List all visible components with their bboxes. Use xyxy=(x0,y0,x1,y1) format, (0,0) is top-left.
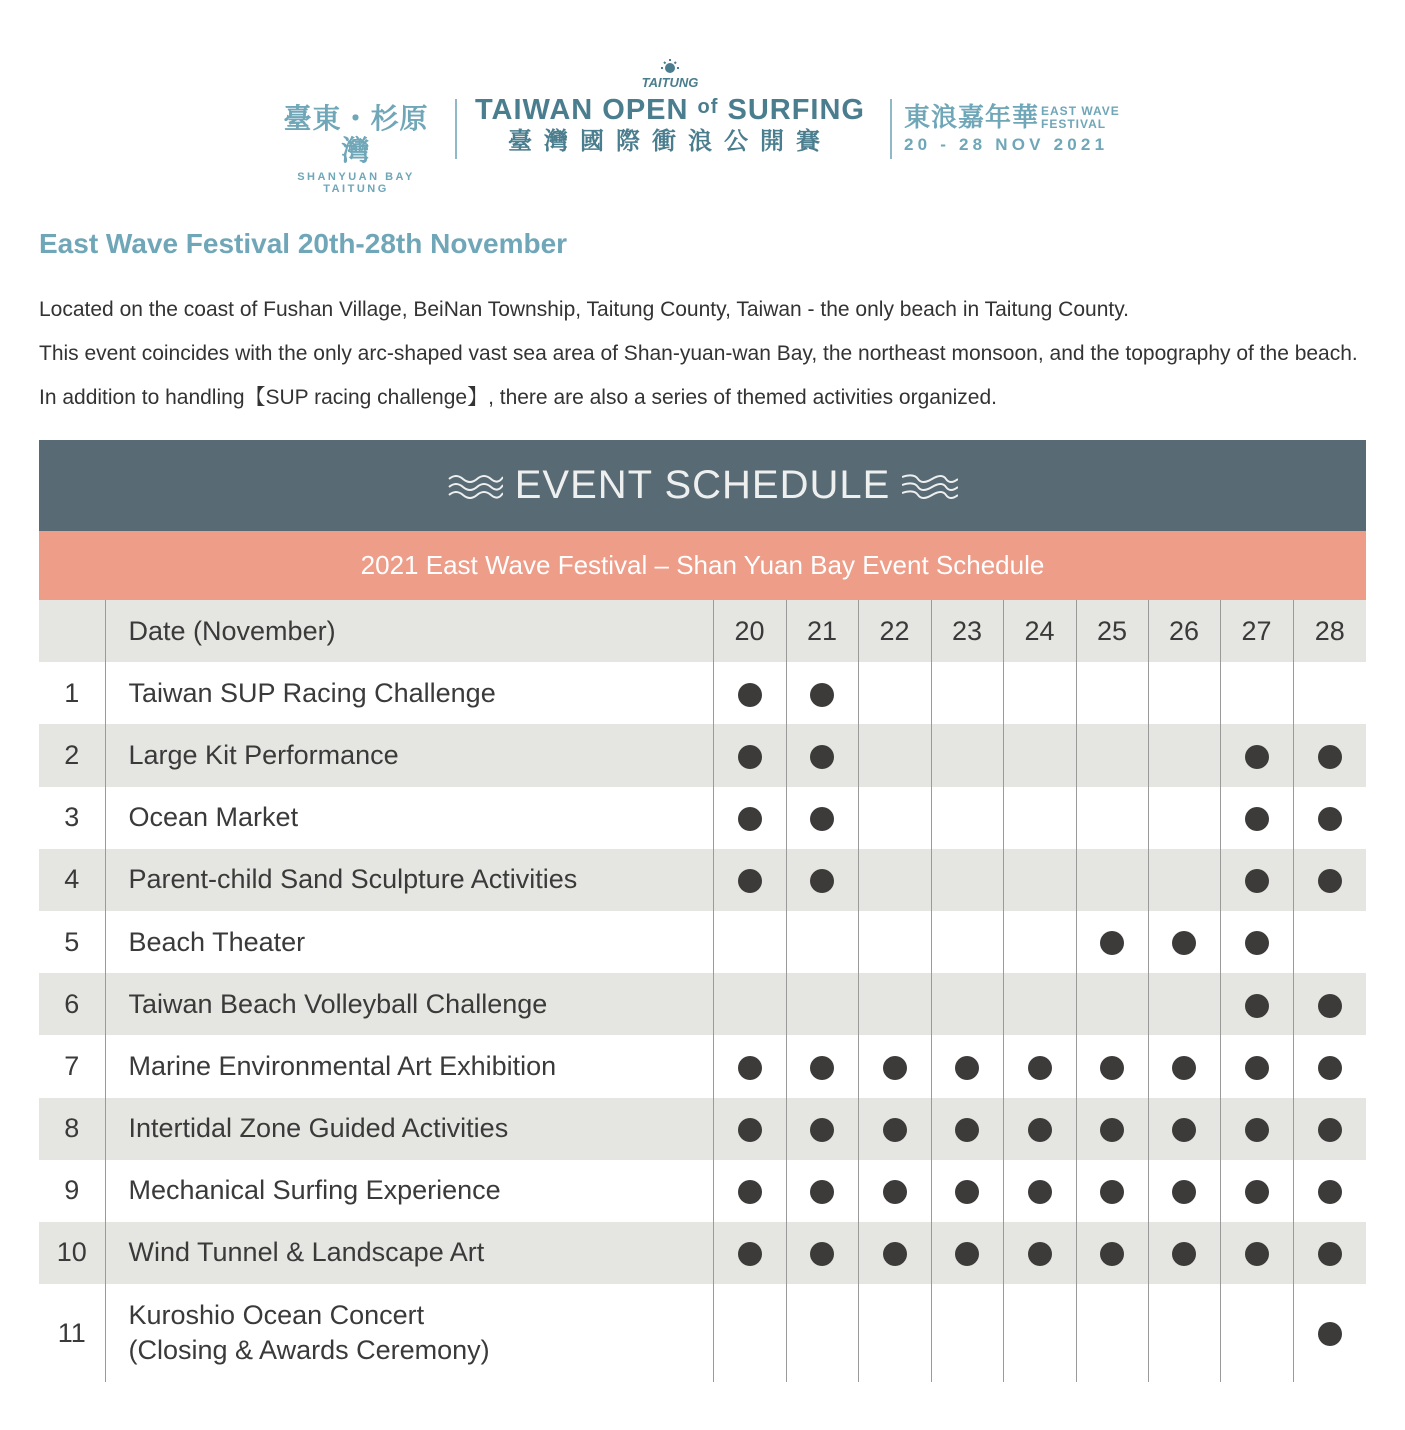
scheduled-dot-icon xyxy=(738,807,762,831)
day-cell xyxy=(858,662,931,724)
scheduled-dot-icon xyxy=(883,1056,907,1080)
activity-name xyxy=(105,973,713,1035)
day-cell xyxy=(858,1098,931,1160)
scheduled-dot-icon xyxy=(738,683,762,707)
title-part-a: TAIWAN OPEN xyxy=(475,94,698,126)
day-cell xyxy=(1148,724,1220,786)
day-cell xyxy=(1293,787,1366,849)
day-cell xyxy=(1293,1284,1366,1382)
num-header-cell xyxy=(39,600,105,662)
day-cell xyxy=(1076,1098,1148,1160)
scheduled-dot-icon xyxy=(1318,1118,1342,1142)
day-cell xyxy=(713,1098,786,1160)
day-cell xyxy=(931,787,1003,849)
table-row xyxy=(39,1098,1366,1160)
day-cell xyxy=(1148,787,1220,849)
day-cell xyxy=(931,1098,1003,1160)
day-cell xyxy=(1148,911,1220,973)
activity-name-line: Ocean Market xyxy=(128,802,299,833)
day-cell xyxy=(1148,1098,1220,1160)
table-row xyxy=(39,787,1366,849)
surfing-open-logo xyxy=(474,55,866,156)
day-cell xyxy=(858,1284,931,1382)
day-cell xyxy=(1003,724,1076,786)
scheduled-dot-icon xyxy=(1172,1118,1196,1142)
scheduled-dot-icon xyxy=(1245,1118,1269,1142)
row-number: 4 xyxy=(39,849,105,911)
east-wave-en xyxy=(1041,105,1120,131)
day-cell xyxy=(858,787,931,849)
day-cell xyxy=(786,724,858,786)
day-header-cell: 20 xyxy=(713,600,786,662)
activity-name-line: Intertidal Zone Guided Activities xyxy=(128,1113,509,1144)
day-cell xyxy=(1220,911,1293,973)
row-number: 5 xyxy=(39,911,105,973)
scheduled-dot-icon xyxy=(1028,1118,1052,1142)
title-part-b: SURFING xyxy=(718,94,865,126)
row-number: 3 xyxy=(39,787,105,849)
scheduled-dot-icon xyxy=(1100,1180,1124,1204)
intro-title: East Wave Festival 20th-28th November xyxy=(39,228,568,259)
day-cell xyxy=(713,1222,786,1284)
day-header-cell: 24 xyxy=(1003,600,1076,662)
wave-icon xyxy=(447,471,503,501)
day-cell xyxy=(1293,973,1366,1035)
scheduled-dot-icon xyxy=(955,1056,979,1080)
scheduled-dot-icon xyxy=(1172,1056,1196,1080)
day-cell xyxy=(1003,1160,1076,1222)
scheduled-dot-icon xyxy=(1028,1180,1052,1204)
scheduled-dot-icon xyxy=(810,1118,834,1142)
scheduled-dot-icon xyxy=(1245,931,1269,955)
activity-name xyxy=(105,1098,713,1160)
day-cell xyxy=(786,973,858,1035)
day-header-cell: 28 xyxy=(1293,600,1366,662)
day-cell xyxy=(1148,1222,1220,1284)
day-cell xyxy=(931,911,1003,973)
row-number: 9 xyxy=(39,1160,105,1222)
day-cell xyxy=(1293,662,1366,724)
schedule-banner xyxy=(39,440,1366,531)
day-cell xyxy=(713,1284,786,1382)
day-cell xyxy=(1076,1160,1148,1222)
day-cell xyxy=(786,1160,858,1222)
activity-name-line: (Closing & Awards Ceremony) xyxy=(128,1335,490,1366)
day-cell xyxy=(1076,1222,1148,1284)
table-row xyxy=(39,1160,1366,1222)
activity-name-line: Beach Theater xyxy=(128,926,306,957)
east-wave-logo xyxy=(904,103,1144,155)
day-cell xyxy=(1003,787,1076,849)
activity-name xyxy=(105,724,713,786)
day-cell xyxy=(1003,1222,1076,1284)
schedule-table-body xyxy=(39,600,1366,1382)
scheduled-dot-icon xyxy=(883,1180,907,1204)
day-cell xyxy=(713,973,786,1035)
day-cell xyxy=(1220,1284,1293,1382)
scheduled-dot-icon xyxy=(810,869,834,893)
table-row xyxy=(39,911,1366,973)
east-wave-en-2: FESTIVAL xyxy=(1041,117,1107,131)
table-row xyxy=(39,724,1366,786)
day-cell xyxy=(1003,911,1076,973)
day-cell xyxy=(1148,1284,1220,1382)
scheduled-dot-icon xyxy=(1100,1056,1124,1080)
date-label-cell: Date (November) xyxy=(105,600,713,662)
day-cell xyxy=(1220,1160,1293,1222)
activity-name xyxy=(105,911,713,973)
day-cell xyxy=(1220,662,1293,724)
scheduled-dot-icon xyxy=(955,1242,979,1266)
day-cell xyxy=(858,973,931,1035)
activity-name-line: Taiwan SUP Racing Challenge xyxy=(128,677,496,708)
day-cell xyxy=(786,1284,858,1382)
day-header-cell: 27 xyxy=(1220,600,1293,662)
day-cell xyxy=(713,787,786,849)
day-cell xyxy=(713,849,786,911)
day-header-cell: 23 xyxy=(931,600,1003,662)
day-cell xyxy=(1293,1222,1366,1284)
activity-name-line: Wind Tunnel & Landscape Art xyxy=(128,1237,485,1268)
header-divider xyxy=(890,99,892,159)
day-cell xyxy=(786,1035,858,1097)
scheduled-dot-icon xyxy=(738,1180,762,1204)
activity-name xyxy=(105,849,713,911)
day-cell xyxy=(858,724,931,786)
scheduled-dot-icon xyxy=(1172,931,1196,955)
day-cell xyxy=(858,911,931,973)
intro-text xyxy=(39,288,1379,420)
scheduled-dot-icon xyxy=(738,1242,762,1266)
activity-name xyxy=(105,1035,713,1097)
scheduled-dot-icon xyxy=(1318,807,1342,831)
day-cell xyxy=(1293,1035,1366,1097)
shanyuan-logo-zh: 臺東・杉原灣 xyxy=(283,102,429,167)
day-cell xyxy=(1148,1035,1220,1097)
day-cell xyxy=(1003,1098,1076,1160)
scheduled-dot-icon xyxy=(1245,994,1269,1018)
day-cell xyxy=(931,1222,1003,1284)
surfing-open-title xyxy=(474,91,866,126)
table-row xyxy=(39,1284,1366,1382)
day-header-cell: 26 xyxy=(1148,600,1220,662)
scheduled-dot-icon xyxy=(1318,745,1342,769)
scheduled-dot-icon xyxy=(738,745,762,769)
scheduled-dot-icon xyxy=(738,1056,762,1080)
scheduled-dot-icon xyxy=(1172,1242,1196,1266)
activity-name xyxy=(105,662,713,724)
day-cell xyxy=(1220,849,1293,911)
row-number: 10 xyxy=(39,1222,105,1284)
row-number: 8 xyxy=(39,1098,105,1160)
scheduled-dot-icon xyxy=(1245,1242,1269,1266)
day-cell xyxy=(1293,1160,1366,1222)
activity-name xyxy=(105,1222,713,1284)
day-cell xyxy=(1076,849,1148,911)
activity-name-line: Mechanical Surfing Experience xyxy=(128,1175,501,1206)
table-row xyxy=(39,973,1366,1035)
intro-line-2: This event coincides with the only arc-shaped vast sea area of Shan-yuan-wan Bay, the northeast monsoon, and the topography of the beach. In addition to handling【SUP racing challenge】, there are also a series of themed activities organized. xyxy=(39,342,1358,409)
day-cell xyxy=(1076,911,1148,973)
shanyuan-logo xyxy=(272,103,440,195)
day-cell xyxy=(858,1035,931,1097)
day-cell xyxy=(1220,1098,1293,1160)
activity-name xyxy=(105,787,713,849)
day-cell xyxy=(713,1160,786,1222)
taitung-emblem-icon xyxy=(474,55,866,91)
day-cell xyxy=(1003,973,1076,1035)
scheduled-dot-icon xyxy=(1100,1242,1124,1266)
day-cell xyxy=(1148,662,1220,724)
table-row xyxy=(39,1222,1366,1284)
day-cell xyxy=(1003,662,1076,724)
row-number: 2 xyxy=(39,724,105,786)
day-cell xyxy=(931,973,1003,1035)
day-cell xyxy=(1076,724,1148,786)
intro-line-1: Located on the coast of Fushan Village, BeiNan Township, Taitung County, Taiwan - the only beach in Taitung County. xyxy=(39,298,1129,321)
day-cell xyxy=(1076,973,1148,1035)
wave-icon xyxy=(902,471,958,501)
activity-name-line: Marine Environmental Art Exhibition xyxy=(128,1050,557,1081)
day-cell xyxy=(1220,1035,1293,1097)
festival-dates: 20 - 28 NOV 2021 xyxy=(904,135,1109,154)
title-of: of xyxy=(697,96,719,118)
day-header-cell: 21 xyxy=(786,600,858,662)
scheduled-dot-icon xyxy=(1245,745,1269,769)
day-cell xyxy=(1293,849,1366,911)
day-cell xyxy=(931,1160,1003,1222)
day-header-cell: 22 xyxy=(858,600,931,662)
scheduled-dot-icon xyxy=(738,1118,762,1142)
scheduled-dot-icon xyxy=(883,1118,907,1142)
scheduled-dot-icon xyxy=(1318,1056,1342,1080)
scheduled-dot-icon xyxy=(1245,807,1269,831)
scheduled-dot-icon xyxy=(1318,1242,1342,1266)
day-cell xyxy=(786,662,858,724)
day-header-cell: 25 xyxy=(1076,600,1148,662)
scheduled-dot-icon xyxy=(1028,1242,1052,1266)
day-cell xyxy=(931,1035,1003,1097)
scheduled-dot-icon xyxy=(1245,1180,1269,1204)
table-header-row xyxy=(39,600,1366,662)
scheduled-dot-icon xyxy=(1172,1180,1196,1204)
day-cell xyxy=(1293,1098,1366,1160)
scheduled-dot-icon xyxy=(1318,1180,1342,1204)
festival-header xyxy=(0,55,1405,195)
scheduled-dot-icon xyxy=(810,1056,834,1080)
table-row xyxy=(39,849,1366,911)
activity-name-line: Parent-child Sand Sculpture Activities xyxy=(128,864,578,895)
day-cell xyxy=(713,724,786,786)
day-cell xyxy=(1220,1222,1293,1284)
east-wave-en-1: EAST WAVE xyxy=(1041,104,1120,118)
day-cell xyxy=(858,1160,931,1222)
day-cell xyxy=(713,1035,786,1097)
svg-text:TAITUNG: TAITUNG xyxy=(641,74,699,90)
activity-name xyxy=(105,1284,713,1382)
scheduled-dot-icon xyxy=(1318,994,1342,1018)
scheduled-dot-icon xyxy=(810,1180,834,1204)
scheduled-dot-icon xyxy=(810,807,834,831)
scheduled-dot-icon xyxy=(1245,1056,1269,1080)
scheduled-dot-icon xyxy=(883,1242,907,1266)
scheduled-dot-icon xyxy=(1100,931,1124,955)
day-cell xyxy=(1148,1160,1220,1222)
day-cell xyxy=(931,724,1003,786)
scheduled-dot-icon xyxy=(738,869,762,893)
activity-name-line: Large Kit Performance xyxy=(128,739,399,770)
day-cell xyxy=(931,1284,1003,1382)
day-cell xyxy=(786,1222,858,1284)
scheduled-dot-icon xyxy=(1318,1322,1342,1346)
day-cell xyxy=(786,1098,858,1160)
day-cell xyxy=(786,849,858,911)
scheduled-dot-icon xyxy=(810,683,834,707)
activity-name-line: Taiwan Beach Volleyball Challenge xyxy=(128,988,548,1019)
row-number: 7 xyxy=(39,1035,105,1097)
day-cell xyxy=(1220,724,1293,786)
shanyuan-logo-en: SHANYUAN BAY TAITUNG xyxy=(297,171,415,195)
day-cell xyxy=(1076,1284,1148,1382)
activity-name xyxy=(105,1160,713,1222)
day-cell xyxy=(786,787,858,849)
day-cell xyxy=(858,849,931,911)
scheduled-dot-icon xyxy=(1100,1118,1124,1142)
day-cell xyxy=(713,911,786,973)
day-cell xyxy=(1293,911,1366,973)
day-cell xyxy=(931,849,1003,911)
surfing-open-title-zh: 臺灣國際衝浪公開賽 xyxy=(508,127,832,155)
schedule-table xyxy=(39,600,1366,1382)
row-number: 11 xyxy=(39,1284,105,1382)
day-cell xyxy=(1003,1284,1076,1382)
day-cell xyxy=(1003,1035,1076,1097)
day-cell xyxy=(1220,787,1293,849)
day-cell xyxy=(1148,849,1220,911)
day-cell xyxy=(786,911,858,973)
row-number: 1 xyxy=(39,662,105,724)
table-row xyxy=(39,662,1366,724)
day-cell xyxy=(1220,973,1293,1035)
scheduled-dot-icon xyxy=(955,1118,979,1142)
schedule-subtitle: 2021 East Wave Festival – Shan Yuan Bay Event Schedule xyxy=(39,531,1366,600)
day-cell xyxy=(1076,1035,1148,1097)
east-wave-zh: 東浪嘉年華 xyxy=(904,103,1040,133)
schedule-banner-title: EVENT SCHEDULE xyxy=(514,463,891,507)
row-number: 6 xyxy=(39,973,105,1035)
day-cell xyxy=(858,1222,931,1284)
table-row xyxy=(39,1035,1366,1097)
scheduled-dot-icon xyxy=(1245,869,1269,893)
header-divider xyxy=(455,99,457,159)
day-cell xyxy=(1293,724,1366,786)
scheduled-dot-icon xyxy=(1028,1056,1052,1080)
day-cell xyxy=(931,662,1003,724)
activity-name-line: Kuroshio Ocean Concert xyxy=(128,1300,425,1331)
day-cell xyxy=(1076,662,1148,724)
day-cell xyxy=(1003,849,1076,911)
day-cell xyxy=(1148,973,1220,1035)
scheduled-dot-icon xyxy=(810,745,834,769)
scheduled-dot-icon xyxy=(810,1242,834,1266)
day-cell xyxy=(1076,787,1148,849)
day-cell xyxy=(713,662,786,724)
scheduled-dot-icon xyxy=(1318,869,1342,893)
scheduled-dot-icon xyxy=(955,1180,979,1204)
